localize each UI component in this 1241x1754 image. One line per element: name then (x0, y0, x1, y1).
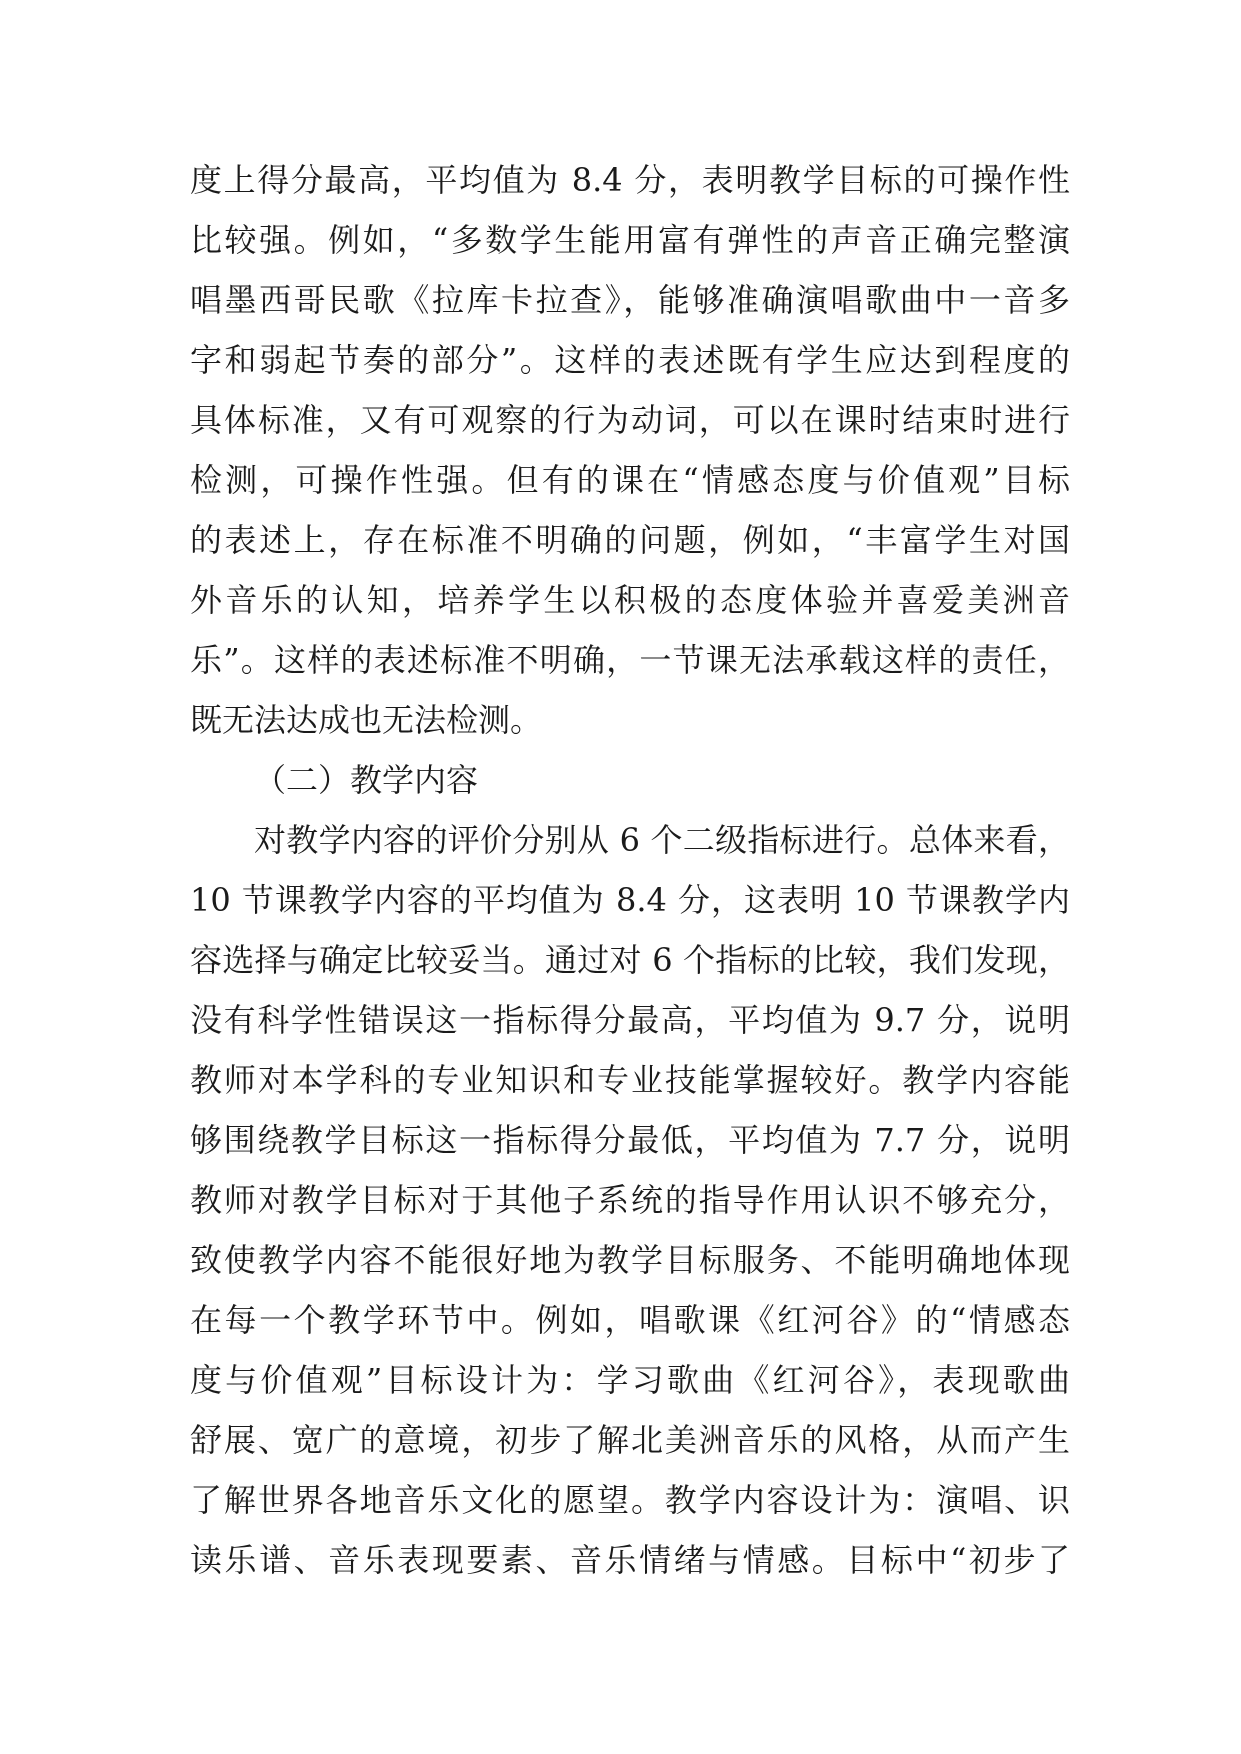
text-line: 舒展、宽广的意境，初步了解北美洲音乐的风格，从而产生 (190, 1421, 1070, 1459)
text-line: 字和弱起节奏的部分”。这样的表述既有学生应达到程度的 (190, 341, 1070, 379)
text-line: 致使教学内容不能很好地为教学目标服务、不能明确地体现 (190, 1241, 1070, 1279)
text-line: 在每一个教学环节中。例如，唱歌课《红河谷》的“情感态 (190, 1301, 1070, 1339)
text-line: 的表述上，存在标准不明确的问题，例如，“丰富学生对国 (190, 521, 1070, 559)
text-line: 够围绕教学目标这一指标得分最低，平均值为 7.7 分，说明 (190, 1121, 1070, 1159)
text-line: 度与价值观”目标设计为：学习歌曲《红河谷》，表现歌曲 (190, 1361, 1070, 1399)
text-line: 读乐谱、音乐表现要素、音乐情绪与情感。目标中“初步了 (190, 1541, 1070, 1579)
text-line: 检测，可操作性强。但有的课在“情感态度与价值观”目标 (190, 461, 1070, 499)
text-line: 容选择与确定比较妥当。通过对 6 个指标的比较，我们发现， (190, 941, 1070, 979)
text-line: 唱墨西哥民歌《拉库卡拉查》，能够准确演唱歌曲中一音多 (190, 281, 1070, 319)
text-line: 度上得分最高，平均值为 8.4 分，表明教学目标的可操作性 (190, 161, 1070, 199)
text-line: 教师对教学目标对于其他子系统的指导作用认识不够充分， (190, 1181, 1070, 1219)
section-heading: （二）教学内容 (254, 761, 479, 799)
text-line: 具体标准，又有可观察的行为动词，可以在课时结束时进行 (190, 401, 1070, 439)
text-line: 既无法达成也无法检测。 (190, 701, 543, 739)
text-line: 教师对本学科的专业知识和专业技能掌握较好。教学内容能 (190, 1061, 1070, 1099)
text-line: 外音乐的认知，培养学生以积极的态度体验并喜爱美洲音 (190, 581, 1070, 619)
text-line: 乐”。这样的表述标准不明确，一节课无法承载这样的责任， (190, 641, 1070, 679)
text-line: 比较强。例如，“多数学生能用富有弹性的声音正确完整演 (190, 221, 1070, 259)
text-line: 了解世界各地音乐文化的愿望。教学内容设计为：演唱、识 (190, 1481, 1070, 1519)
text-line: 没有科学性错误这一指标得分最高，平均值为 9.7 分，说明 (190, 1001, 1070, 1039)
text-line: 对教学内容的评价分别从 6 个二级指标进行。总体来看， (254, 821, 1070, 859)
text-line: 10 节课教学内容的平均值为 8.4 分，这表明 10 节课教学内 (190, 881, 1070, 919)
